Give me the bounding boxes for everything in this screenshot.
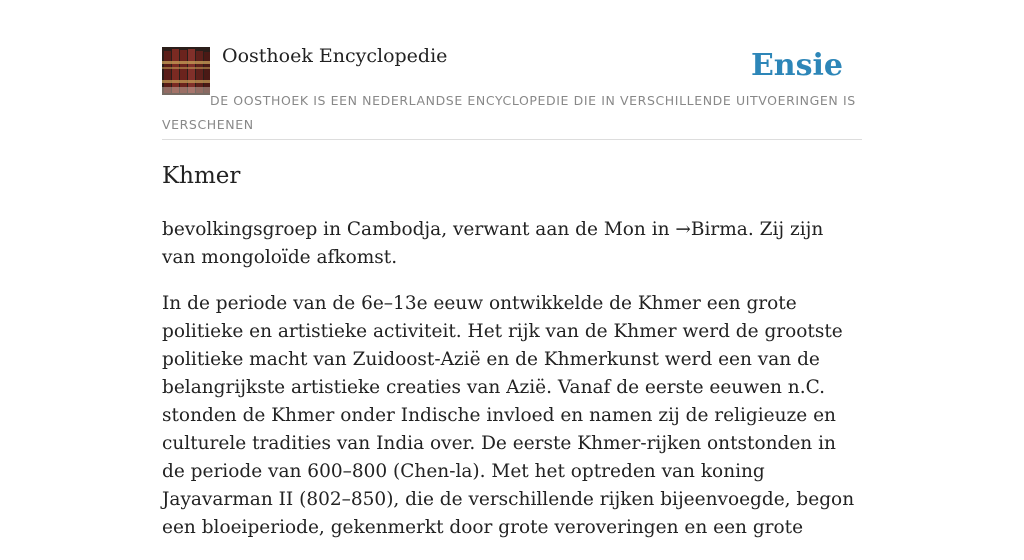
article-paragraph: bevolkingsgroep in Cambodja, verwant aan de Mon in →Birma. Zij zijn van mongoloïde afkomst. xyxy=(162,219,824,268)
article-paragraph: In de periode van de 6e–13e eeuw ontwikkelde de Khmer een grote politieke en artistieke activiteit. Het rijk van de Khmer werd de grootste politieke macht van Zuidoost-Azië en de Khmerkunst werd een van de belangrijkste artistieke creaties van Azië. Vanaf de eerste eeuwen n.C. stonden de Khmer onder Indische invloed en namen zij de religieuze en culturele tradities van India over. De eerste Khmer-rijken ontstonden in de periode van 600–800 (Chen-la). Met het optreden van koning Jayavarman II (802–850), die de verschillende rijken bijeenvoegde, begon een bloeiperiode, gekenmerkt door grote veroveringen en een grote xyxy=(162,293,855,538)
article-body xyxy=(162,216,862,560)
book-spines-icon xyxy=(162,47,210,95)
site-name[interactable]: Oosthoek Encyclopedie xyxy=(222,45,448,67)
site-tagline: DE OOSTHOEK IS EEN NEDERLANDSE ENCYCLOPEDIE DIE IN VERSCHILLENDE UITVOERINGEN IS VERSCHENEN xyxy=(162,93,856,132)
site-header xyxy=(162,0,862,140)
article-title: Khmer xyxy=(162,163,241,189)
avatar[interactable] xyxy=(162,47,210,95)
brand-logo[interactable]: Ensie xyxy=(750,48,843,83)
page-container xyxy=(162,0,862,538)
